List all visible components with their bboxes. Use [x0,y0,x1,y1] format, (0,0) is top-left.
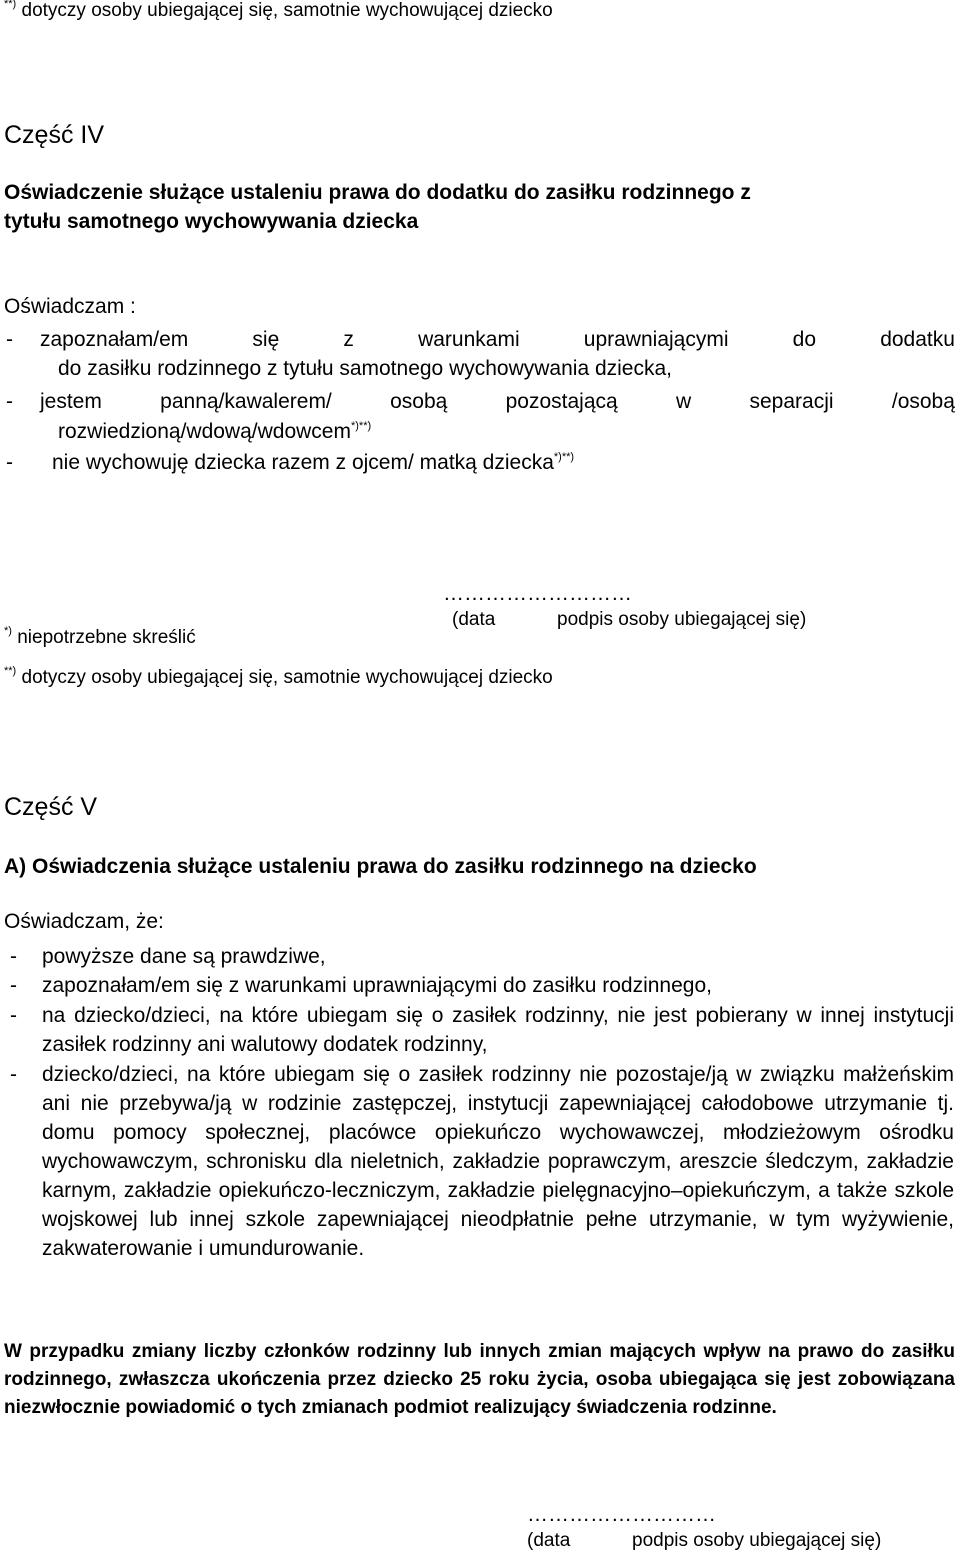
part5-item-2: zapoznałam/em się z warunkami uprawniającymi do zasiłku rodzinnego, [42,974,712,997]
item-line [40,390,955,414]
footnote-mark: *) [4,625,12,637]
item-line [40,451,955,475]
part4-heading: Część IV [4,121,105,149]
part5-notice: W przypadku zmiany liczby członków rodzinny lub innych zmian mających wpływ na prawo do zasiłku rodzinnego, zwłaszcza ukończenia przez dziecko 25 roku życia, osoba ubiegająca się jest zobowiązana niezwłocznie powiadomić o tych zmianach podmiot realizujący świadczenia rodzinne. [4,1341,955,1418]
footnote-mark: *)**) [553,451,575,463]
footnote-mark: **) [4,665,17,677]
item-text: rozwiedzioną/wdową/wdowcem [58,420,351,443]
footnote-text: dotyczy osoby ubiegającej się, samotnie wychowującej dziecko [21,0,553,21]
part4-item-2 [0,390,955,414]
part4-item-1 [0,328,955,352]
part4-title-line1: Oświadczenie służące ustaleniu prawa do dodatku do zasiłku rodzinnego z [4,181,751,204]
list-dash: - [6,451,13,474]
footnote-2 [4,667,553,689]
signature-label: podpis osoby ubiegającej się) [557,609,807,630]
word: się [252,328,280,351]
signature-dots: ……………………… [527,1503,716,1526]
item-line [40,328,955,352]
word: panną/kawalerem/ [160,390,332,413]
list-dash: - [10,945,17,968]
word: jestem [40,390,102,413]
footnote-text: niepotrzebne skreślić [17,627,196,648]
part4-title-line2: tytułu samotnego wychowywania dziecka [4,210,419,233]
footnote-text: dotyczy osoby ubiegającej się, samotnie wychowującej dziecko [21,667,553,688]
part4-item-1-cont: do zasiłku rodzinnego z tytułu samotnego wychowywania dziecka, [58,357,672,380]
word: separacji [749,390,834,413]
word: uprawniającymi [583,328,729,351]
top-footnote [4,0,553,22]
list-dash: - [6,390,13,413]
signature-label: podpis osoby ubiegającej się) [632,1530,882,1551]
word: warunkami [418,328,520,351]
list-dash: - [10,1004,17,1027]
part5-intro: Oświadczam, że: [4,910,164,933]
part5-item-3: na dziecko/dzieci, na które ubiegam się o zasiłek rodzinny, nie jest pobierany w innej instytucji zasiłek rodzinny ani walutowy dodatek rodzinny, [42,1004,954,1056]
signature-date-label: (data [452,609,496,630]
part4-item-2-cont [58,420,371,444]
part4-item-3 [0,451,955,475]
word: w [676,390,692,413]
word: osobą [390,390,448,413]
part5-item-1: powyższe dane są prawdziwe, [42,945,326,968]
signature-dots: ……………………… [443,582,632,605]
part5-item-4: dziecko/dzieci, na które ubiegam się o zasiłek rodzinny nie pozostaje/ją w związku małżeńskim ani nie przebywa/ją w rodzinie zastępczej, instytucji zapewniającej całodobowe utrzymanie tj. domu pomocy społecznej, placówce opiekuńczo wychowawczej, młodzieżowym ośrodku wychowawczym, schronisku dla nieletnich, zakładzie poprawczym, areszcie śledczym, zakładzie karnym, zakładzie opiekuńczo-leczniczym, zakładzie pielęgnacyjno–opiekuńczym, a także szkole wojskowej lub innej szkole zapewniającej nieodpłatnie pełne utrzymanie, w tym wyżywienie, zakwaterowanie i umundurowanie. [42,1063,954,1260]
word: pozostającą [505,390,618,413]
footnote-mark: **) [4,0,17,10]
part5-subheading: A) Oświadczenia służące ustaleniu prawa do zasiłku rodzinnego na dziecko [4,855,757,878]
footnote-1 [4,627,196,649]
list-dash: - [10,974,17,997]
word: /osobą [891,390,955,413]
part5-heading: Część V [4,793,98,821]
part4-intro: Oświadczam : [4,295,136,318]
word: do [792,328,817,351]
item-text: nie wychowuję dziecka razem z ojcem/ matką dziecka [52,451,554,474]
word: z [343,328,354,351]
word: zapoznałam/em [40,328,189,351]
word: dodatku [880,328,955,351]
footnote-mark: *)**) [350,420,372,432]
list-dash: - [6,328,13,351]
signature-date-label: (data [527,1530,571,1551]
list-dash: - [10,1063,17,1086]
